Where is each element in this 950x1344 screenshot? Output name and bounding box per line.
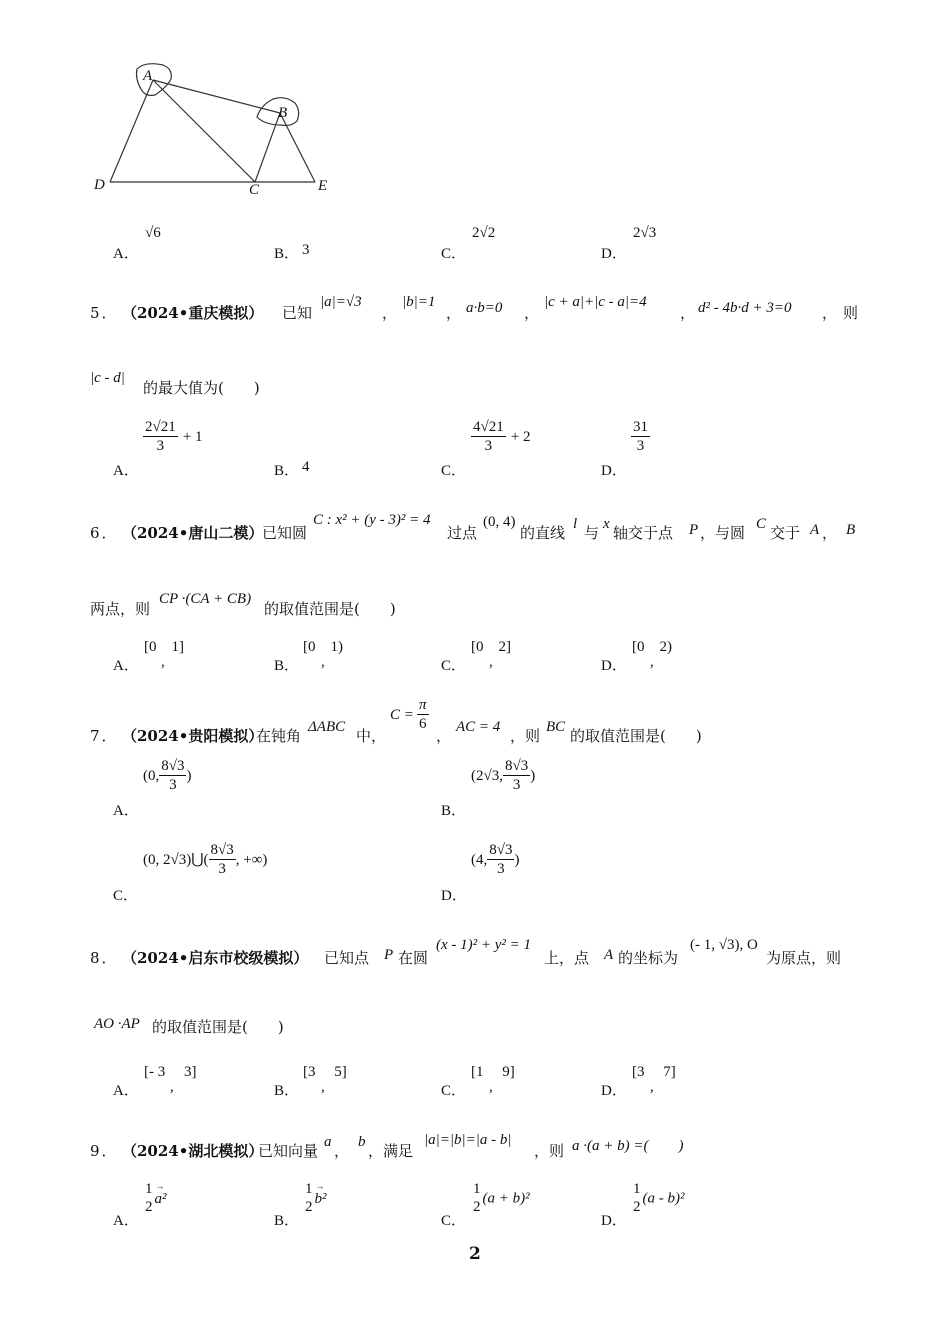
comma: ， (334, 1142, 350, 1160)
q6-option-a-letter[interactable]: A． (113, 658, 139, 674)
q7-text4: 的取值范围是( ) (570, 727, 702, 745)
q9-option-b-num: 1 (305, 1181, 313, 1197)
q5-cond1: |a|=√3 (320, 294, 362, 310)
q6-text6: ，与圆 (700, 524, 746, 542)
q9-b: b (358, 1134, 366, 1150)
q8-text2: 在圆 (398, 949, 429, 967)
q6-x: x (603, 516, 610, 532)
q7-tri: ΔABC (308, 719, 346, 735)
q6-option-d-value: [0 2) (632, 639, 672, 655)
q5-option-a-num: 2√21 (145, 419, 176, 435)
q7-option-a-post: ) (186, 768, 192, 784)
q8-option-d-comma: , (650, 1079, 654, 1095)
q7-option-d-value (471, 841, 519, 878)
q6-option-b-letter[interactable]: B． (274, 658, 300, 674)
q6-source: （2024•唐山二模） (122, 524, 264, 542)
q5-cond5: d² - 4b·d + 3=0 (698, 300, 792, 316)
q4-option-c-letter[interactable]: C． (441, 246, 467, 262)
q5-text2: 的最大值为( ) (143, 379, 260, 397)
q6-line2b: 的取值范围是( ) (264, 600, 396, 618)
q5-option-b-value: 4 (302, 459, 310, 475)
q7-option-d-pre: (4, (471, 852, 488, 868)
q5-option-a-value (143, 418, 203, 455)
q6-A: A (810, 522, 820, 538)
q7-option-c-pre: (0, 2√3)⋃( (143, 852, 209, 868)
q9-option-d-den: 2 (633, 1199, 641, 1215)
q6-text3: 的直线 (520, 524, 566, 542)
q7-option-b-value (471, 757, 535, 794)
q6-option-c-letter[interactable]: C． (441, 658, 467, 674)
q5-cond4: |c + a|+|c - a|=4 (544, 294, 647, 310)
q8-number: 8． (90, 949, 119, 967)
q9-option-b-letter[interactable]: B． (274, 1213, 300, 1229)
q5-option-d-num: 31 (633, 419, 648, 435)
comma: ， (446, 304, 462, 322)
q8-option-a-value: [- 3 3] (144, 1064, 197, 1080)
q9-text2: ，满足 (368, 1142, 414, 1160)
q8-option-c-comma: , (489, 1079, 493, 1095)
q5-option-c-letter[interactable]: C． (441, 463, 467, 479)
q6-option-b-value: [0 1) (303, 639, 343, 655)
q9-option-d-body: (a - b)² (642, 1190, 685, 1207)
q6-l: l (573, 516, 578, 532)
q6-B: B (846, 522, 856, 538)
q7-option-b-post: ) (530, 768, 536, 784)
q6-point: (0, 4) (483, 514, 516, 530)
q7-option-a-pre: (0, (143, 768, 160, 784)
label-D: D (94, 177, 105, 193)
segment-DA (110, 80, 153, 182)
q6-P: P (689, 522, 699, 538)
q7-option-a-value (143, 757, 191, 794)
q5-option-c-den: 3 (484, 438, 493, 454)
q6-circle: C : x² + (y - 3)² = 4 (313, 512, 431, 528)
q5-option-a-tail: + 1 (182, 429, 203, 445)
q4-option-b-letter[interactable]: B． (274, 246, 300, 262)
q7-six: 6 (419, 716, 427, 732)
q9-option-b-value (303, 1180, 327, 1216)
q5-option-a-den: 3 (156, 438, 165, 454)
q9-option-c-value (471, 1180, 530, 1216)
q7-option-c-den: 3 (218, 861, 226, 877)
segment-AC (153, 80, 255, 182)
q9-option-a-letter[interactable]: A． (113, 1213, 139, 1229)
q7-option-d-letter[interactable]: D． (441, 888, 467, 904)
q7-option-b-letter[interactable]: B． (441, 803, 467, 819)
q8-option-c-value: [1 9] (471, 1064, 515, 1080)
q7-pi-over-6 (417, 696, 429, 733)
q9-text3: ，则 (534, 1142, 565, 1160)
q6-text4: 与 (584, 524, 600, 542)
q7-c-eq: C = (390, 707, 414, 723)
q8-source: （2024•启东市校级模拟） (122, 949, 309, 967)
q9-option-c-num: 1 (473, 1181, 481, 1197)
q7-option-b-num: 8√3 (504, 758, 529, 774)
q5-option-d-value (631, 418, 650, 455)
q7-text1: 在钝角 (256, 727, 302, 745)
q9-option-a-num: 1 (145, 1181, 153, 1197)
q9-cond: |a|=|b|=|a - b| (424, 1132, 512, 1148)
q9-option-d-letter[interactable]: D． (601, 1213, 627, 1229)
label-C: C (249, 182, 260, 198)
q6-expr: CP ·(CA + CB) (159, 591, 252, 607)
label-B: B (278, 105, 288, 121)
q7-number: 7． (90, 727, 119, 745)
q8-text4: 的坐标为 (618, 949, 679, 967)
q5-option-d-den: 3 (636, 438, 645, 454)
q9-option-b-den: 2 (305, 1199, 313, 1215)
q7-option-b-den: 3 (512, 777, 521, 793)
q9-a: a (324, 1134, 332, 1150)
q6-line2a: 两点，则 (90, 600, 151, 618)
q4-option-c-value: 2√2 (472, 225, 496, 241)
q6-option-a-value: [0 1] (144, 639, 184, 655)
q7-option-c-num: 8√3 (210, 842, 234, 858)
q6-text7: 交于 (770, 524, 801, 542)
q8-text5: 为原点，则 (766, 949, 842, 967)
q8-line2: 的取值范围是( ) (152, 1018, 284, 1036)
q9-number: 9． (90, 1142, 119, 1160)
label-E: E (318, 178, 328, 194)
q6-option-a-comma: , (161, 654, 165, 670)
comma: ， (436, 727, 452, 745)
q9-option-d-value (631, 1180, 684, 1216)
q4-option-d-letter[interactable]: D． (601, 246, 627, 262)
q5-source: （2024•重庆模拟） (122, 304, 264, 322)
q7-option-d-post: ) (514, 852, 520, 868)
q8-coord: (- 1, √3), O (690, 937, 758, 953)
q7-text2: 中， (356, 727, 387, 745)
q7-option-c-letter[interactable]: C． (113, 888, 139, 904)
q9-option-a-value (143, 1180, 167, 1216)
q6-C: C (756, 516, 767, 532)
page-number: 2 (469, 1244, 481, 1264)
q8-text3: 上，点 (544, 949, 590, 967)
q7-pi: π (419, 697, 427, 713)
q8-option-b-value: [3 5] (303, 1064, 347, 1080)
q9-option-d-num: 1 (633, 1181, 641, 1197)
q8-option-b-comma: , (321, 1079, 325, 1095)
q4-option-d-value: 2√3 (633, 225, 657, 241)
q6-option-c-value: [0 2] (471, 639, 511, 655)
comma: ， (680, 304, 696, 322)
q7-option-d-den: 3 (497, 861, 505, 877)
q7-text3: ，则 (510, 727, 541, 745)
q8-option-c-letter[interactable]: C． (441, 1083, 467, 1099)
q7-option-c-value (143, 841, 267, 878)
geometry-figure (85, 55, 345, 205)
comma: ， (822, 524, 838, 542)
q6-text2: 过点 (447, 524, 478, 542)
q6-option-b-comma: , (321, 654, 325, 670)
q7-option-a-letter[interactable]: A． (113, 803, 139, 819)
comma: ， (382, 304, 398, 322)
q6-text5: 轴交于点 (613, 524, 674, 542)
q6-option-c-comma: , (489, 654, 493, 670)
q8-A: A (604, 947, 614, 963)
q9-option-b-body: → b² (315, 1191, 327, 1208)
comma: ， (524, 304, 540, 322)
q8-option-a-letter[interactable]: A． (113, 1083, 139, 1099)
q7-source: （2024•贵阳模拟） (122, 727, 264, 745)
q7-bc: BC (546, 719, 566, 735)
q9-option-c-letter[interactable]: C． (441, 1213, 467, 1229)
q6-option-d-comma: , (650, 654, 654, 670)
q8-text1: 已知点 (324, 949, 370, 967)
q9-option-a-body: → a² (155, 1191, 167, 1208)
q8-option-d-letter[interactable]: D． (601, 1083, 627, 1099)
q5-cond2: |b|=1 (402, 294, 436, 310)
q9-source: （2024•湖北模拟） (122, 1142, 264, 1160)
q5-option-c-num: 4√21 (473, 419, 504, 435)
segment-BE (280, 113, 315, 182)
comma: ， (822, 304, 838, 322)
q6-option-d-letter[interactable]: D． (601, 658, 627, 674)
q4-option-b-value: 3 (302, 242, 310, 258)
q8-option-d-value: [3 7] (632, 1064, 676, 1080)
q6-text1: 已知圆 (262, 524, 308, 542)
q4-option-a-value: √6 (145, 225, 161, 241)
q5-option-c-tail: + 2 (510, 429, 531, 445)
q8-P: P (384, 947, 394, 963)
q7-option-d-num: 8√3 (489, 842, 513, 858)
q5-text1: 已知 (282, 304, 313, 322)
q8-option-a-comma: , (170, 1079, 174, 1095)
q9-expr: a ·(a + b) =( ) (572, 1138, 684, 1154)
q5-then: 则 (843, 304, 859, 322)
q5-option-b-letter[interactable]: B． (274, 463, 300, 479)
q9-text1: 已知向量 (258, 1142, 319, 1160)
tile-around-A (137, 64, 172, 96)
q8-expr: AO ·AP (94, 1016, 140, 1032)
q7-ac: AC = 4 (456, 719, 501, 735)
q5-option-a-letter[interactable]: A． (113, 463, 139, 479)
q5-option-c-value (471, 418, 531, 455)
q8-option-b-letter[interactable]: B． (274, 1083, 300, 1099)
q9-option-c-body: (a + b)² (482, 1190, 530, 1207)
q9-option-c-den: 2 (473, 1199, 481, 1215)
q7-option-a-num: 8√3 (161, 758, 185, 774)
q5-cond3: a·b=0 (466, 300, 503, 316)
q7-option-b-pre: (2√3, (471, 768, 503, 784)
segment-AB (153, 80, 280, 113)
q9-option-a-den: 2 (145, 1199, 153, 1215)
q7-option-c-post: , +∞) (235, 852, 268, 868)
label-A: A (143, 68, 153, 84)
q5-expr: |c - d| (90, 370, 125, 386)
q4-option-a-letter[interactable]: A． (113, 246, 139, 262)
q8-circle: (x - 1)² + y² = 1 (436, 937, 532, 953)
q5-number: 5． (90, 304, 119, 322)
q6-number: 6． (90, 524, 119, 542)
q5-option-d-letter[interactable]: D． (601, 463, 627, 479)
q7-option-a-den: 3 (169, 777, 177, 793)
